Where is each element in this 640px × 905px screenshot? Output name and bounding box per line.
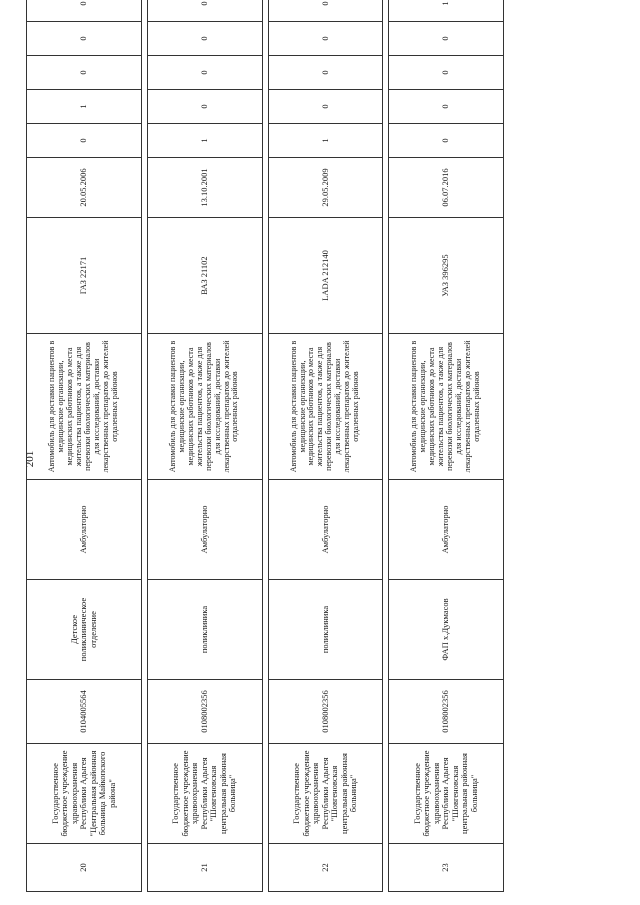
- organization-name: Государственное бюджетное учреждение здравоохранения Республики Адыгея "Шовгеновская центральная районная больница": [389, 744, 504, 844]
- department: Детское поликлиническое отделение: [27, 580, 142, 680]
- count-cell: 0: [389, 90, 504, 124]
- row-number: 22: [268, 844, 383, 892]
- count-cell: 0: [268, 90, 383, 124]
- vehicle-purpose: Автомобиль для доставки пациентов в медицинские организации, медицинских работников до места жительства пациентов, а также для перевозки биологических материалов для исследований, доставки лекарственных препаратов до жителей отдаленных районов: [268, 334, 383, 480]
- count-cell: 0: [268, 56, 383, 90]
- care-type: Амбулаторно: [389, 480, 504, 580]
- care-type: Амбулаторно: [147, 480, 262, 580]
- organization-code: 0108002356: [268, 680, 383, 744]
- count-cell: 0: [389, 22, 504, 56]
- department: ФАП х.Дукмасов: [389, 580, 504, 680]
- department: поликлиника: [147, 580, 262, 680]
- count-cell: 0: [268, 22, 383, 56]
- table-row: [389, 0, 504, 892]
- registration-date: 06.07.2016: [389, 158, 504, 218]
- rotated-table-container: [26, 1, 504, 892]
- department: поликлиника: [268, 580, 383, 680]
- organization-code: 0108002356: [389, 680, 504, 744]
- row-number: 20: [27, 844, 142, 892]
- registration-date: 20.05.2006: [27, 158, 142, 218]
- count-cell: 0: [27, 124, 142, 158]
- organization-name: Государственное бюджетное учреждение здравоохранения Республики Адыгея "Шовгеновская центральная районная больница": [147, 744, 262, 844]
- vehicle-model: LADA 212140: [268, 218, 383, 334]
- count-cell: 1: [268, 124, 383, 158]
- organization-name: Государственное бюджетное учреждение здравоохранения Республики Адыгея "Шовгеновская центральная районная больница": [268, 744, 383, 844]
- count-cell: 0: [268, 0, 383, 22]
- vehicle-model: ГАЗ 22171: [27, 218, 142, 334]
- table-row: [268, 0, 383, 892]
- table-row: [27, 0, 142, 892]
- registration-date: 13.10.2001: [147, 158, 262, 218]
- vehicle-model: ВАЗ 21102: [147, 218, 262, 334]
- count-cell: 0: [147, 90, 262, 124]
- count-cell: 0: [389, 56, 504, 90]
- vehicle-registry-table: [26, 0, 504, 892]
- count-cell: 0: [27, 22, 142, 56]
- count-cell: 0: [27, 0, 142, 22]
- count-cell: 0: [389, 124, 504, 158]
- table-row: [147, 0, 262, 892]
- count-cell: 1: [389, 0, 504, 22]
- count-cell: 0: [147, 56, 262, 90]
- vehicle-model: УАЗ 396295: [389, 218, 504, 334]
- count-cell: 0: [147, 0, 262, 22]
- row-number: 23: [389, 844, 504, 892]
- organization-code: 0108002356: [147, 680, 262, 744]
- organization-name: Государственное бюджетное учреждение здравоохранения Республики Адыгея "Центральная районная больница Майкопского района": [27, 744, 142, 844]
- row-number: 21: [147, 844, 262, 892]
- registration-date: 29.05.2009: [268, 158, 383, 218]
- page-number: 201: [24, 450, 36, 468]
- care-type: Амбулаторно: [268, 480, 383, 580]
- vehicle-purpose: Автомобиль для доставки пациентов в медицинские организации, медицинских работников до места жительства пациентов, а также для перевозки биологических материалов для исследований, доставки лекарственных препаратов до жителей отдаленных районов: [389, 334, 504, 480]
- count-cell: 0: [147, 22, 262, 56]
- count-cell: 1: [27, 90, 142, 124]
- count-cell: 1: [147, 124, 262, 158]
- care-type: Амбулаторно: [27, 480, 142, 580]
- vehicle-purpose: Автомобиль для доставки пациентов в медицинские организации, медицинских работников до места жительства пациентов, а также для перевозки биологических материалов для исследований, доставки лекарственных препаратов до жителей отдаленных районов: [147, 334, 262, 480]
- vehicle-purpose: Автомобиль для доставки пациентов в медицинские организации, медицинских работников до места жительства пациентов, а также для перевозки биологических материалов для исследований, доставки лекарственных препаратов до жителей отдаленных районов: [27, 334, 142, 480]
- count-cell: 0: [27, 56, 142, 90]
- organization-code: 0104005564: [27, 680, 142, 744]
